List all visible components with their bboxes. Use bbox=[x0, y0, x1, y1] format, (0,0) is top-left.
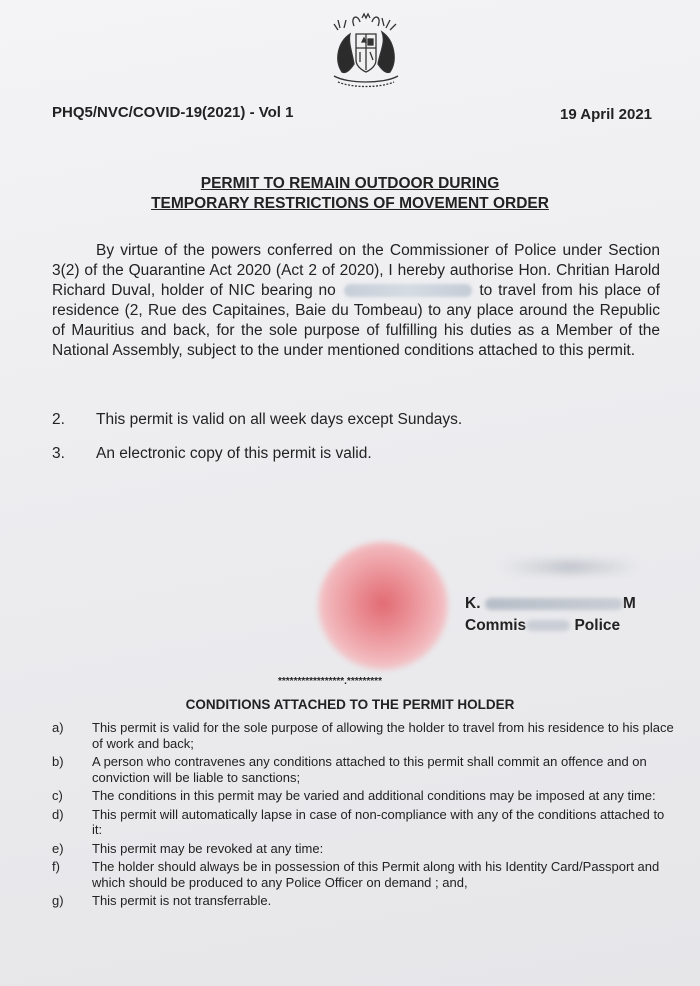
asterisk-separator: *****************.********* bbox=[278, 676, 382, 687]
document-date: 19 April 2021 bbox=[560, 106, 652, 123]
signatory-name: K. M bbox=[465, 595, 636, 612]
item-text: This permit is valid on all week days except Sundays. bbox=[96, 411, 463, 428]
document-reference: PHQ5/NVC/COVID-19(2021) - Vol 1 bbox=[52, 104, 294, 121]
redacted-role-part bbox=[526, 620, 570, 631]
title-line-2: TEMPORARY RESTRICTIONS OF MOVEMENT ORDER bbox=[151, 195, 549, 212]
condition-item: f) The holder should always be in possession of this Permit along with his Identity Card/Passport and which should be produced to any Police Officer on demand ; and, bbox=[52, 859, 660, 890]
title-line-1: PERMIT TO REMAIN OUTDOOR DURING bbox=[200, 175, 500, 192]
condition-item: d) This permit will automatically lapse in case of non-compliance with any of the conditions attached to it: bbox=[52, 806, 665, 837]
condition-item: e) This permit may be revoked at any time: bbox=[52, 840, 324, 856]
redacted-nic-number bbox=[344, 284, 472, 297]
numbered-item bbox=[52, 445, 372, 463]
signatory-role: Commis Police bbox=[465, 617, 621, 634]
item-text: An electronic copy of this permit is valid. bbox=[96, 445, 372, 462]
document-title bbox=[0, 174, 700, 214]
paragraph-text-part-1: By virtue of the powers conferred on the Commissioner of Police under Section 3(2) of the Quarantine Act 2020 (Act 2 of 2020), I hereby authorise Hon. Chritian Harold Richard Duval, holder of NIC bearing no bbox=[52, 242, 660, 299]
redacted-name bbox=[485, 598, 623, 610]
authorisation-paragraph bbox=[52, 241, 660, 361]
paragraph-text-part-2: to travel from his place of residence (2, Rue des Capitaines, Baie du Tombeau) to any place around the Republic of Mauritius and back, for the sole purpose of fulfilling his duties as a Member of the National Assembly, subject to the under mentioned conditions attached to this permit. bbox=[52, 282, 660, 359]
item-number: 3. bbox=[52, 445, 65, 462]
condition-item: c) The conditions in this permit may be varied and additional conditions may be imposed at any time: bbox=[52, 788, 656, 803]
numbered-item bbox=[52, 411, 462, 429]
coat-of-arms-emblem bbox=[324, 12, 408, 92]
conditions-list bbox=[52, 720, 676, 912]
conditions-heading: CONDITIONS ATTACHED TO THE PERMIT HOLDER bbox=[185, 697, 515, 712]
official-stamp bbox=[318, 542, 448, 670]
condition-item: a) This permit is valid for the sole purpose of allowing the holder to travel from his residence to his place of work and back; bbox=[52, 720, 674, 751]
signatory-block bbox=[465, 593, 636, 637]
condition-item: b) A person who contravenes any conditions attached to this permit shall commit an offence and on conviction will be liable to sanctions; bbox=[52, 754, 647, 785]
redacted-signature bbox=[500, 560, 640, 574]
condition-item: g) This permit is not transferrable. bbox=[52, 893, 272, 908]
item-number: 2. bbox=[52, 411, 65, 428]
